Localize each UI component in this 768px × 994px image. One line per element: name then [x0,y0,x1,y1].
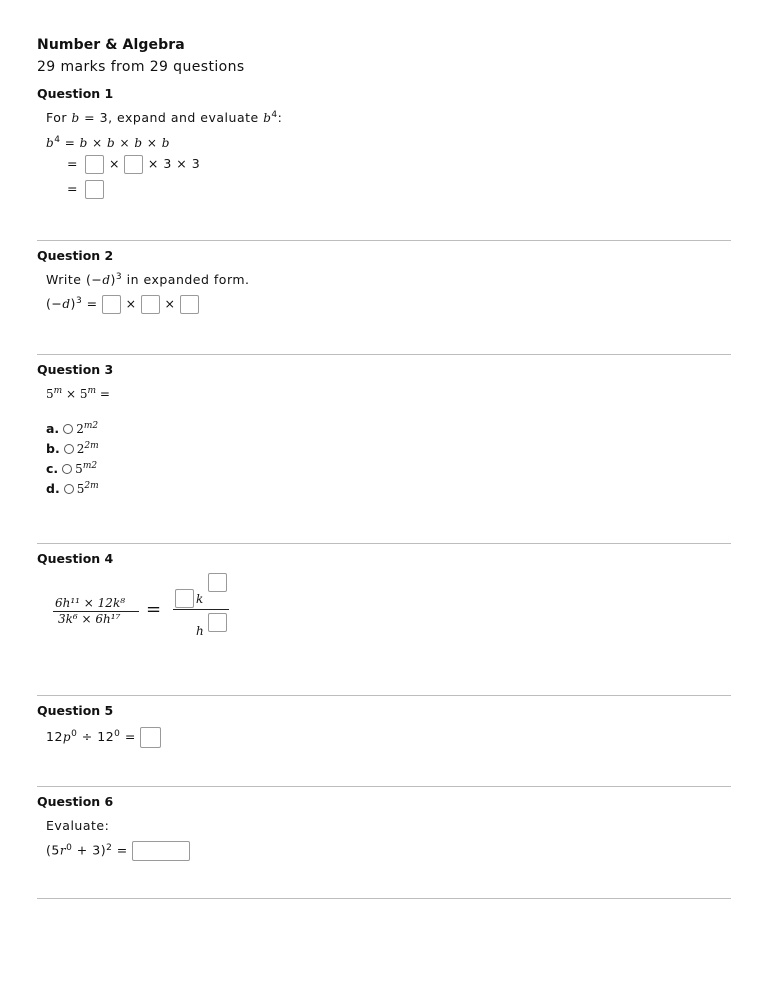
q1-prompt-mid: = 3, expand and evaluate [79,110,264,125]
q4-k-exponent-box[interactable] [208,573,227,592]
q1-prompt-var2: b [263,111,272,125]
q2-times-1: × [125,296,137,311]
question-1-heading: Question 1 [37,86,114,101]
question-4-heading: Question 4 [37,551,114,566]
q2-answer-box-2[interactable] [141,295,160,314]
q1-line2-tail: × 3 × 3 [147,156,201,171]
q4-var-h: h [196,624,204,638]
q1-answer-box-1[interactable] [85,155,104,174]
q6-tail: + 3) [72,842,107,858]
divider [37,898,731,899]
q3-option-a-letter: a. [46,421,60,436]
divider [37,695,731,696]
q5-op: ÷ 12 [77,729,115,744]
q2-lhs-exp: 3 [75,296,83,306]
question-3-heading: Question 3 [37,362,114,377]
q6-answer-field[interactable] [132,841,190,861]
q4-numerator: 6h¹¹ × 12k⁸ [55,596,126,610]
q1-line1-var: b [46,136,55,150]
q5-answer-box[interactable] [140,727,161,748]
q5-var: p [62,730,72,744]
radio-button[interactable] [64,444,74,454]
q2-answer-box-3[interactable] [180,295,199,314]
q3-option-b-base: 2 [76,442,85,456]
q1-line3-eq: = [67,181,78,196]
q3-option-c[interactable] [46,461,97,476]
q2-lhs-open: (− [46,296,63,311]
q2-prompt-close: ) [110,272,116,287]
q6-var: r [59,843,67,858]
radio-button[interactable] [63,424,73,434]
question-6-heading: Question 6 [37,794,114,809]
q3-option-c-base: 5 [75,462,83,476]
q3-option-a-exp: m2 [83,421,99,431]
q1-line-1 [46,135,170,150]
q3-option-c-exp: m2 [82,461,98,471]
q6-exp: 0 [66,842,73,853]
q1-answer-box-3[interactable] [85,180,104,199]
q1-prompt-var: b [71,111,80,125]
q3-option-b-exp: 2m [84,441,99,451]
q3-op: × [62,387,80,401]
q3-expression [46,387,110,401]
question-2-prompt [46,272,250,287]
q3-option-c-letter: c. [46,461,59,476]
q3-option-b-letter: b. [46,441,60,456]
q2-times-2: × [164,296,176,311]
q1-line-2 [67,155,200,174]
q1-line-3 [67,180,104,199]
q4-coefficient-box[interactable] [175,589,194,608]
divider [37,786,731,787]
q1-times-1: × [108,156,120,171]
q6-prompt: Evaluate: [46,818,110,833]
q1-prompt-exp: 4 [271,110,278,120]
q1-line1-rhs: = b × b × b × b [60,136,170,150]
divider [37,240,731,241]
radio-button[interactable] [64,484,74,494]
page-title: Number & Algebra [37,37,185,53]
q3-exp-1: m [53,386,63,396]
question-5-heading: Question 5 [37,703,114,718]
q2-prompt-post: in expanded form. [122,272,250,287]
q3-eq: = [96,387,110,401]
q6-eq: = [112,842,128,858]
q2-expression [46,295,199,314]
q5-coef: 12 [46,729,63,744]
q3-option-d-base: 5 [76,482,85,496]
q2-lhs-var: d [62,297,71,311]
q5-exp-2: 0 [114,729,121,739]
q6-exp-2: 2 [106,842,113,853]
q2-prompt-var: d [102,273,111,287]
q5-exp: 0 [71,729,78,739]
q2-lhs-eq: = [82,296,98,311]
q4-h-exponent-box[interactable] [208,613,227,632]
q1-answer-box-2[interactable] [124,155,143,174]
q3-exp-2: m [87,386,97,396]
q3-option-a-base: 2 [76,422,84,436]
q6-expression [46,841,190,861]
q3-option-d-letter: d. [46,481,60,496]
q3-option-d[interactable] [46,481,99,496]
question-1-prompt [46,110,282,125]
q4-answer-fraction-bar [173,609,229,610]
q4-var-k: k [196,592,204,606]
q2-answer-box-1[interactable] [102,295,121,314]
q3-option-b[interactable] [46,441,99,456]
q1-line1-exp: 4 [54,135,61,145]
q5-expression [46,727,161,748]
q2-lhs-close: ) [70,296,76,311]
divider [37,543,731,544]
q3-base-1: 5 [46,387,54,401]
q2-prompt-exp: 3 [115,272,123,282]
q2-prompt-pre: Write (− [46,272,103,287]
page-subtitle: 29 marks from 29 questions [37,59,245,75]
divider [37,354,731,355]
q3-option-d-exp: 2m [84,481,99,491]
q3-option-a[interactable] [46,421,98,436]
q5-eq: = [120,729,136,744]
q4-equals: = [146,599,162,620]
q1-prompt-post: : [277,110,283,125]
q1-line2-eq: = [67,156,78,171]
q4-denominator: 3k⁶ × 6h¹⁷ [58,612,121,626]
radio-button[interactable] [62,464,72,474]
q3-base-2: 5 [79,387,88,401]
q1-prompt-pre: For [46,110,72,125]
question-2-heading: Question 2 [37,248,114,263]
q6-open: (5 [46,842,60,858]
